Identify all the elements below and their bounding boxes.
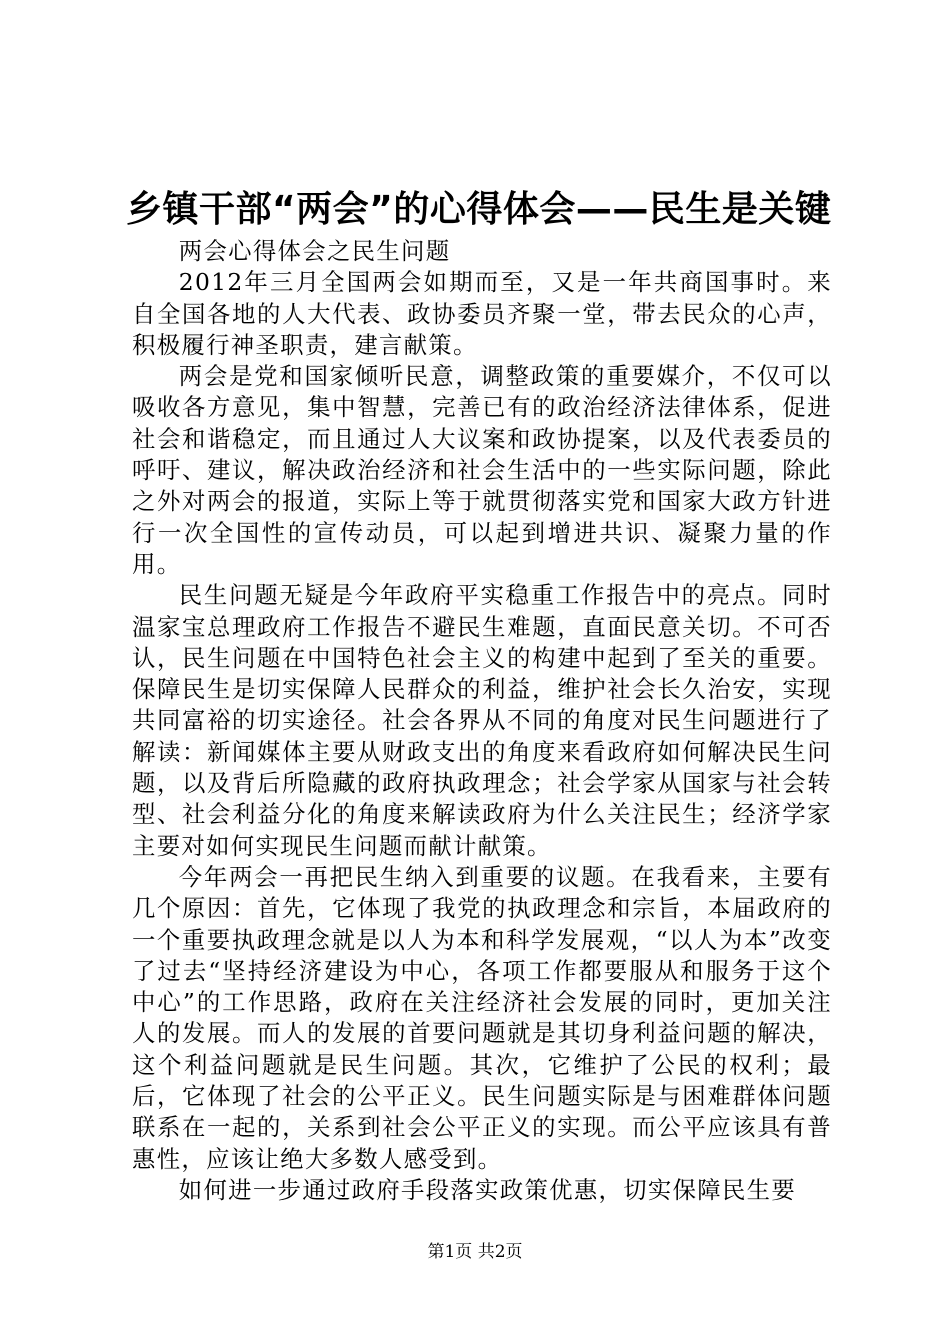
paragraph-5: 如何进一步通过政府手段落实政策优惠，切实保障民生要: [178, 1175, 797, 1204]
paragraph-4: 今年两会一再把民生纳入到重要的议题。在我看来，主要有几个原因：首先，它体现了我党的执政理念和宗旨，本届政府的一个重要执政理念就是以人为本和科学发展观，“以人为本”改变了过去“坚持经济建设为中心，各项工作都要服从和服务于这个中心”的工作思路，政府在关注经济社会发展的同时，更加关注人的发展。而人的发展的首要问题就是其切身利益问题的解决，这个利益问题就是民生问题。其次，它维护了公民的权利；最后，它体现了社会的公平正义。民生问题实际是与困难群体问题联系在一起的，关系到社会公平正义的实现。而公平应该具有普惠性，应该让绝大多数人感受到。: [132, 862, 832, 1173]
document-title: 乡镇干部“两会”的心得体会——民生是关键: [126, 189, 832, 230]
page-footer: [0, 1240, 950, 1264]
paragraph-1: 2012年三月全国两会如期而至，又是一年共商国事时。来自全国各地的人大代表、政协委员齐聚一堂，带去民众的心声，积极履行神圣职责，建言献策。: [132, 268, 832, 359]
document-body: [132, 236, 832, 1206]
document-subtitle: 两会心得体会之民生问题: [178, 237, 451, 265]
paragraph-2: 两会是党和国家倾听民意，调整政策的重要媒介，不仅可以吸收各方意见，集中智慧，完善已有的政治经济法律体系，促进社会和谐稳定，而且通过人大议案和政协提案，以及代表委员的呼吁、建议，解决政治经济和社会生活中的一些实际问题，除此之外对两会的报道，实际上等于就贯彻落实党和国家大政方针进行一次全国性的宣传动员，可以起到增进共识、凝聚力量的作用。: [132, 362, 832, 578]
page-number-label: 第1页 共2页: [427, 1242, 523, 1262]
paragraph-3: 民生问题无疑是今年政府平实稳重工作报告中的亮点。同时温家宝总理政府工作报告不避民生难题，直面民意关切。不可否认，民生问题在中国特色社会主义的构建中起到了至关的重要。保障民生是切实保障人民群众的利益，维护社会长久治安，实现共同富裕的切实途径。社会各界从不同的角度对民生问题进行了解读：新闻媒体主要从财政支出的角度来看政府如何解决民生问题，以及背后所隐藏的政府执政理念；社会学家从国家与社会转型、社会利益分化的角度来解读政府为什么关注民生；经济学家主要对如何实现民生问题而献计献策。: [132, 581, 832, 860]
